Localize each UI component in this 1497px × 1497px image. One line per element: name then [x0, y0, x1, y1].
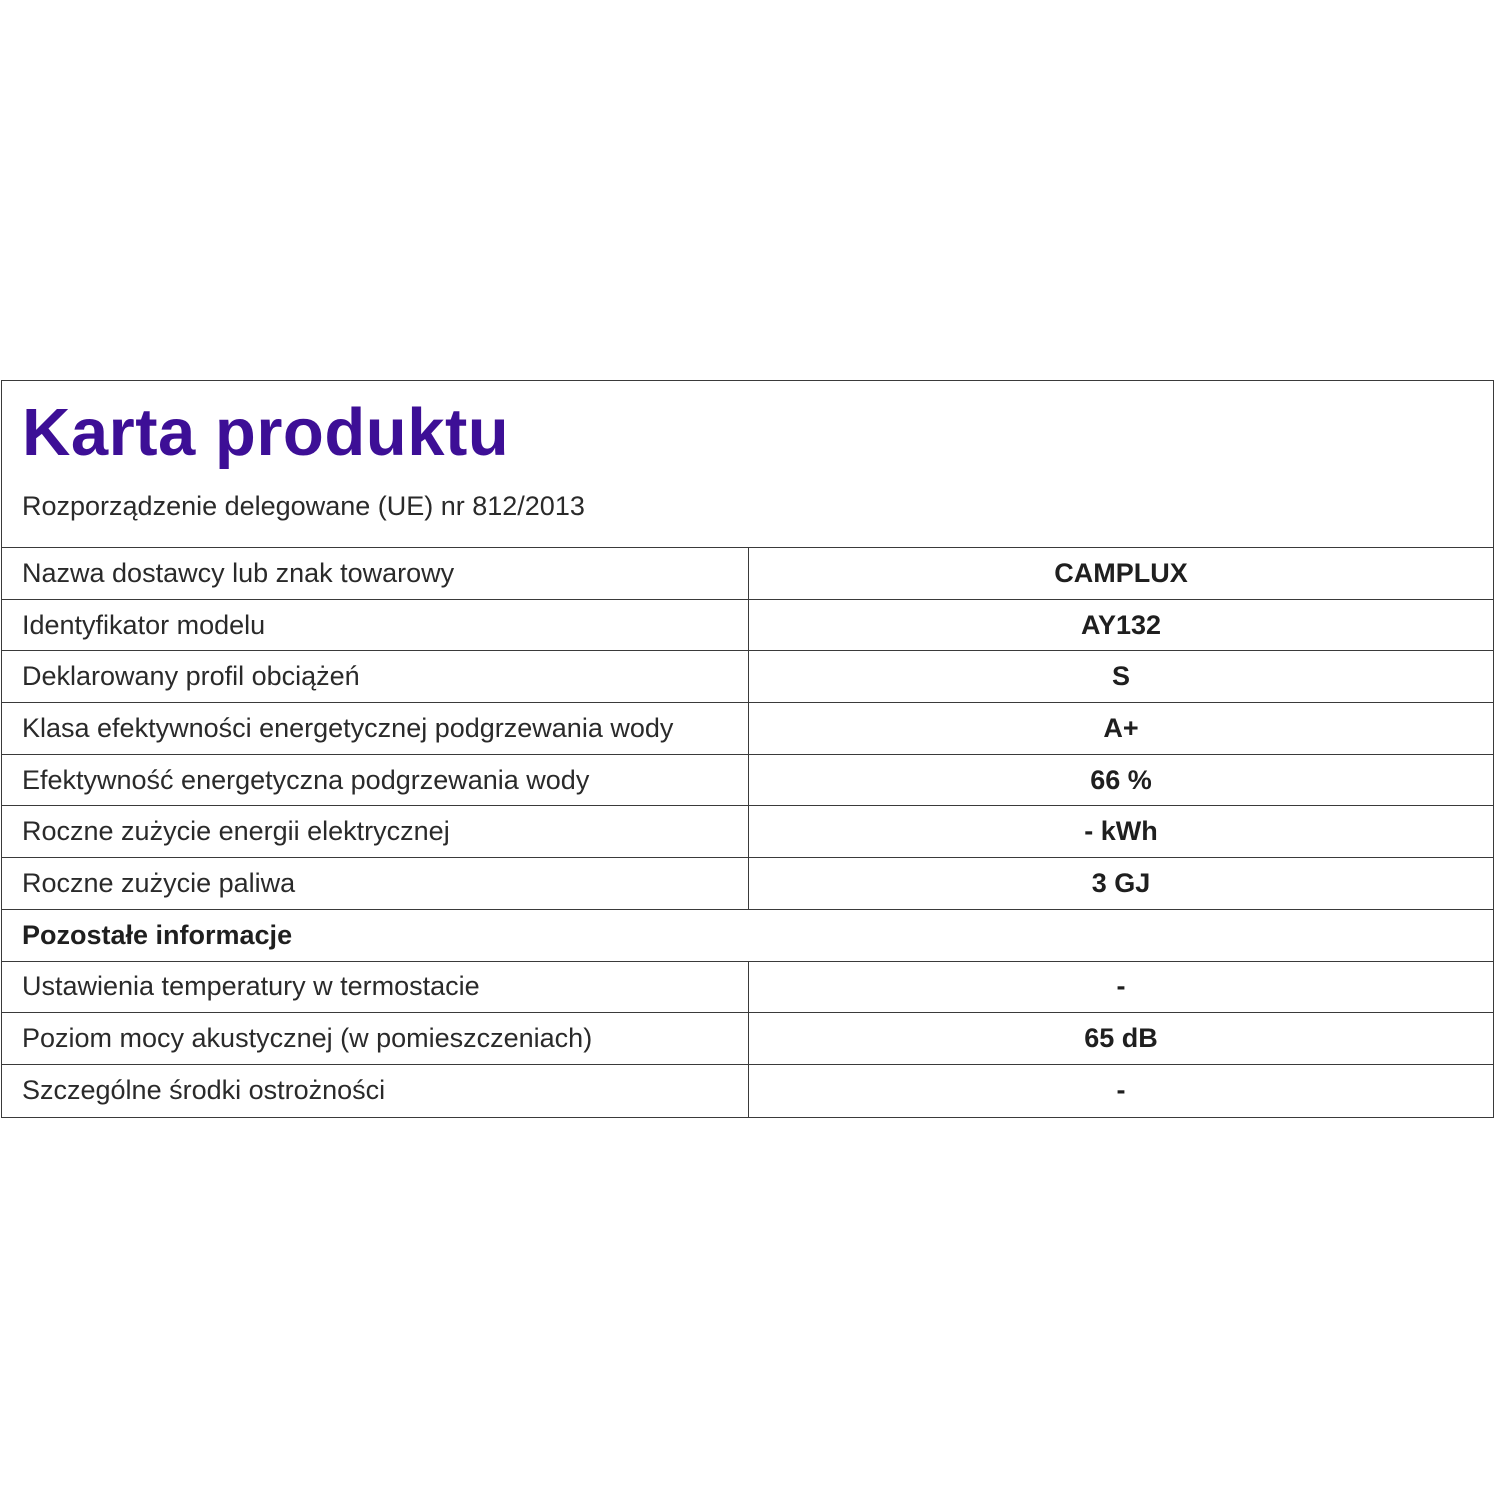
row-value: A+: [1103, 712, 1139, 743]
row-value: S: [1111, 661, 1130, 692]
row-label: Poziom mocy akustycznej (w pomieszczeniach): [2, 1013, 749, 1064]
table-row: [2, 1065, 1493, 1117]
row-label: Identyfikator modelu: [2, 600, 749, 651]
row-value: AY132: [1080, 609, 1162, 640]
row-label: Roczne zużycie paliwa: [2, 858, 749, 909]
row-value: 66 %: [1090, 764, 1152, 795]
table-row: [2, 858, 1493, 910]
row-value: - kWh: [1084, 816, 1158, 847]
table-row: [2, 548, 1493, 600]
row-label: Deklarowany profil obciążeń: [2, 651, 749, 702]
row-label: Nazwa dostawcy lub znak towarowy: [2, 548, 749, 599]
row-value: CAMPLUX: [1054, 557, 1188, 588]
row-value: 65 dB: [1084, 1023, 1158, 1054]
row-value: -: [1116, 971, 1126, 1002]
table-row: [2, 651, 1493, 703]
row-label: Szczególne środki ostrożności: [2, 1065, 749, 1117]
table-row: [2, 703, 1493, 755]
table-row: [2, 755, 1493, 807]
section-heading: Pozostałe informacje: [22, 919, 293, 950]
table-row: [2, 600, 1493, 652]
row-label: Efektywność energetyczna podgrzewania wody: [2, 755, 749, 806]
row-value: 3 GJ: [1091, 867, 1151, 898]
row-label: Ustawienia temperatury w termostacie: [2, 962, 749, 1013]
row-label: Klasa efektywności energetycznej podgrzewania wody: [2, 703, 749, 754]
table-row: [2, 806, 1493, 858]
page-title: Karta produktu: [22, 395, 510, 470]
row-value: -: [1116, 1075, 1126, 1106]
product-card: [1, 380, 1494, 1118]
card-header: [2, 381, 1493, 548]
regulation-subtitle: Rozporządzenie delegowane (UE) nr 812/2013: [22, 491, 585, 521]
row-label: Roczne zużycie energii elektrycznej: [2, 806, 749, 857]
table-row: [2, 1013, 1493, 1065]
section-header-row: [2, 910, 1493, 962]
table-row: [2, 962, 1493, 1014]
